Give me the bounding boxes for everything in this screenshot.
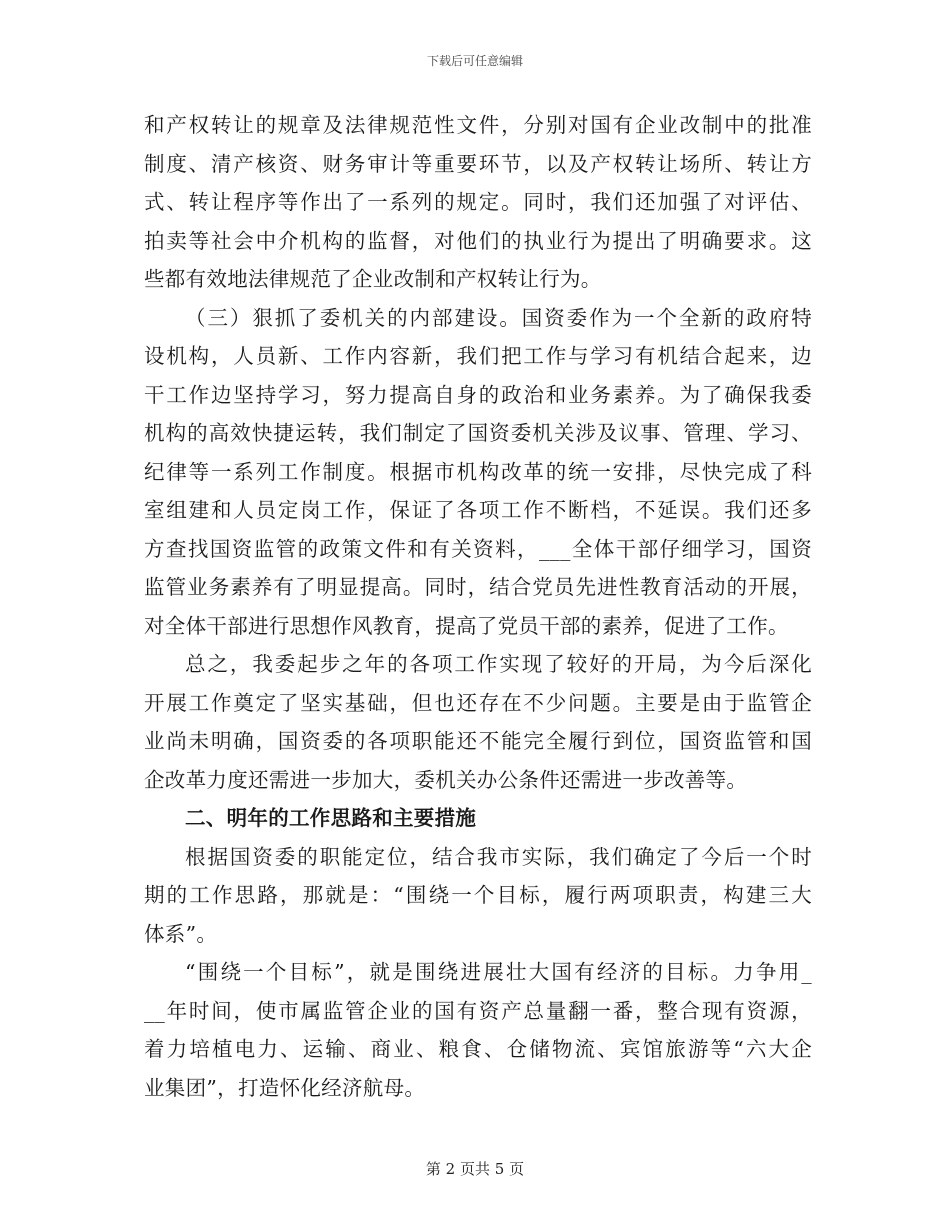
body-line: __年时间，使市属监管企业的国有资产总量翻一番，整合现有资源， <box>144 998 812 1023</box>
body-line: 纪律等一系列工作制度。根据市机构改革的统一安排，尽快完成了科 <box>144 459 812 484</box>
body-line: 些都有效地法律规范了企业改制和产权转让行为。 <box>144 267 602 291</box>
body-line: 式、转让程序等作出了一系列的规定。同时，我们还加强了对评估、 <box>144 190 812 214</box>
body-line: “围绕一个目标”，就是围绕进展壮大国有经济的目标。力争用_ <box>185 960 812 984</box>
body-line: 期的工作思路，那就是：“围绕一个目标，履行两项职责，构建三大 <box>144 883 812 907</box>
body-line: 着力培植电力、运输、商业、粮食、仓储物流、宾馆旅游等“六大企 <box>144 1037 812 1061</box>
body-line: （三）狠抓了委机关的内部建设。国资委作为一个全新的政府特 <box>185 305 812 330</box>
page-header: 下载后可任意编辑 <box>426 54 523 68</box>
body-line: 拍卖等社会中介机构的监督，对他们的执业行为提出了明确要求。这 <box>144 228 812 253</box>
body-line: 设机构，人员新、工作内容新，我们把工作与学习有机结合起来，边 <box>144 344 812 368</box>
body-line: 和产权转让的规章及法律规范性文件，分别对国有企业改制中的批准 <box>144 113 812 137</box>
body-line: 开展工作奠定了坚实基础，但也还存在不少问题。主要是由于监管企 <box>144 690 812 715</box>
page-number-footer: 第 2 页共 5 页 <box>425 1160 525 1178</box>
body-line: 监管业务素养有了明显提高。同时，结合党员先进性教育活动的开展， <box>144 575 812 599</box>
body-line: 方查找国资监管的政策文件和有关资料，___全体干部仔细学习，国资 <box>144 536 812 561</box>
body-line: 根据国资委的职能定位，结合我市实际，我们确定了今后一个时 <box>185 844 812 869</box>
body-line: 对全体干部进行思想作风教育，提高了党员干部的素养，促进了工作。 <box>144 613 789 638</box>
section-heading: 二、明年的工作思路和主要措施 <box>185 806 477 830</box>
body-line: 室组建和人员定岗工作，保证了各项工作不断档，不延误。我们还多 <box>144 498 812 522</box>
body-line: 业尚未明确，国资委的各项职能还不能完全履行到位，国资监管和国 <box>144 729 812 753</box>
body-line: 干工作边坚持学习，努力提高自身的政治和业务素养。为了确保我委 <box>144 382 812 407</box>
body-line: 企改革力度还需进一步加大，委机关办公条件还需进一步改善等。 <box>144 767 748 792</box>
body-line: 体系”。 <box>144 921 218 946</box>
body-line: 总之，我委起步之年的各项工作实现了较好的开局，为今后深化 <box>185 652 812 676</box>
body-line: 业集团”，打造怀化经济航母。 <box>144 1075 426 1100</box>
body-line: 制度、清产核资、财务审计等重要环节，以及产权转让场所、转让方 <box>144 151 812 176</box>
document-body <box>144 106 812 1107</box>
body-line: 机构的高效快捷运转，我们制定了国资委机关涉及议事、管理、学习、 <box>144 421 812 445</box>
